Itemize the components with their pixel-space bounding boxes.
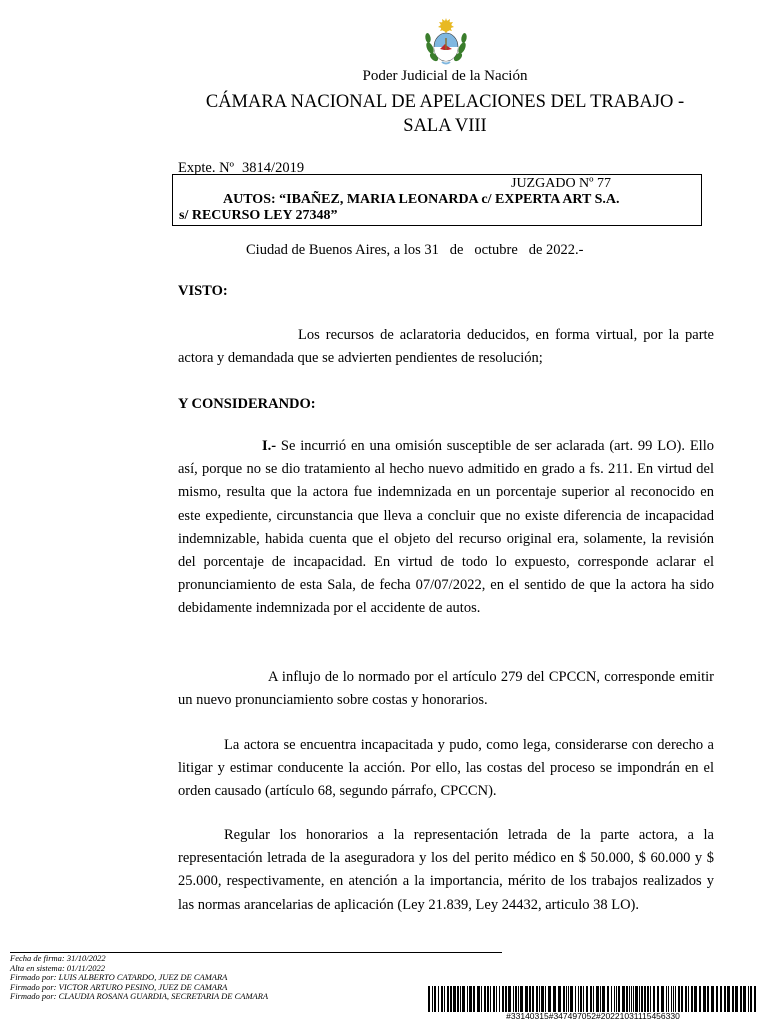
signature-footer [10,954,268,1002]
autos-caption [179,192,697,224]
signature-date: Fecha de firma: 31/10/2022 [10,953,106,963]
case-caption-box [172,174,702,226]
autos-line2: s/ RECURSO LEY 27348” [179,208,338,223]
court-name [0,90,768,138]
considerando-paragraph-1 [178,435,714,621]
expte-number: 3814/2019 [242,160,305,176]
court-name-line2: SALA VIII [403,116,487,136]
visto-paragraph: Los recursos de aclaratoria deducidos, en forma virtual, por la parte actora y demandada que se advierten pendientes de resolución; [178,327,714,367]
court-name-line1: CÁMARA NACIONAL DE APELACIONES DEL TRABAJO - [205,92,685,112]
date-line: Ciudad de Buenos Aires, a los 31 de octubre de 2022.- [246,242,584,258]
system-date: Alta en sistema: 01/11/2022 [10,962,105,973]
visto-heading: VISTO: [178,283,228,299]
autos-line1: AUTOS: “IBAÑEZ, MARIA LEONARDA c/ EXPERTA ART S.A. [223,192,620,207]
section-marker: I.- [262,438,277,454]
considerando-paragraph-2: A influjo de lo normado por el artículo 279 del CPCCN, corresponde emitir un nuevo pronunciamiento sobre costas y honorarios. [178,669,714,709]
barcode-number: #33140315#347497052#20221031115456330 [506,1011,680,1021]
coat-of-arms-logo [423,18,469,66]
signed-by-2: Firmado por: VICTOR ARTURO PESINO, JUEZ DE CAMARA [10,981,228,992]
juzgado-label: JUZGADO Nº 77 [511,176,612,191]
considerando-heading: Y CONSIDERANDO: [178,396,316,412]
considerando-paragraph-3: La actora se encuentra incapacitada y pudo, como lega, considerarse con derecho a litigar y estimar conducente la acción. Por ello, las costas del proceso se impondrán en el orden causado (artículo 68, segundo párrafo, CPCCN). [178,737,714,800]
barcode [428,986,758,1012]
signed-by-1: Firmado por: LUIS ALBERTO CATARDO, JUEZ DE CAMARA [10,972,228,983]
institution-name: Poder Judicial de la Nación [362,68,528,84]
considerando-paragraph-4: Regular los honorarios a la representación letrada de la parte actora, a la representación letrada de la aseguradora y los del perito médico en $ 50.000, $ 60.000 y $ 25.000, respectivamente, en atención a la importancia, mérito de los trabajos realizados y las normas arancelarias de aplicación (Ley 21.839, Ley 24432, articulo 38 LO). [178,827,714,913]
signed-by-3: Firmado por: CLAUDIA ROSANA GUARDIA, SECRETARIA DE CAMARA [10,991,269,1002]
expte-label: Expte. Nº [178,160,235,176]
paragraph-1-text: Se incurrió en una omisión susceptible de ser aclarada (art. 99 LO). Ello así, porque no se dio tratamiento al hecho nuevo admitido en grado a fs. 211. En virtud del mismo, resulta que la actora fue indemnizada en un porcentaje superior al reconocido en este expediente, circunstancia que lleva a concluir que no existe diferencia de incapacidad indemnizable, habida cuenta que el objeto del recurso original era, solamente, la revisión del porcentaje de incapacidad. En virtud de todo lo expuesto, corresponde aclarar el pronunciamiento de esta Sala, de fecha 07/07/2022, en el sentido de que la actora ha sido debidamente indemnizada por el accidente de autos. [178,438,714,617]
